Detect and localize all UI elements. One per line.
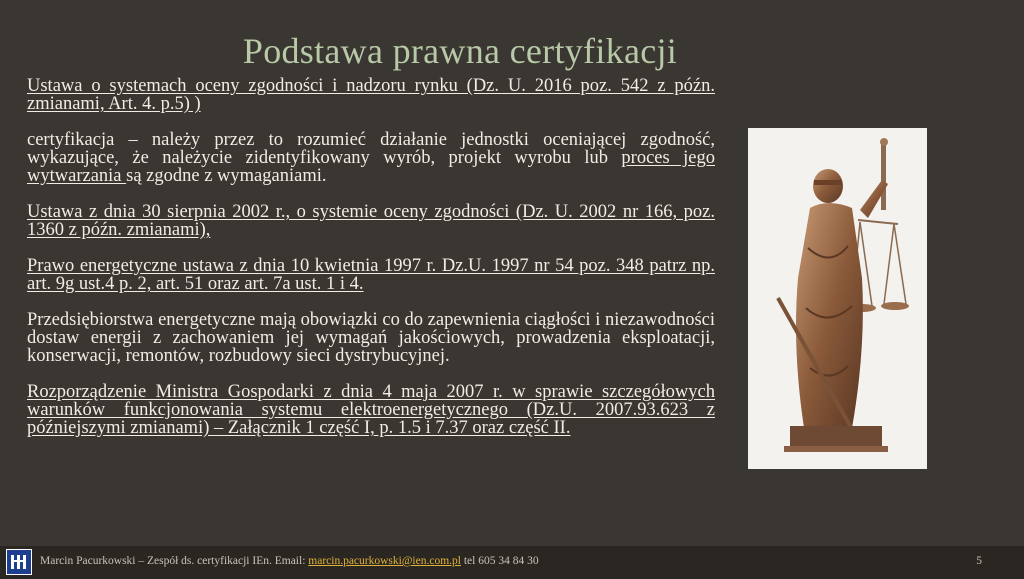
paragraph-link-text: Ustawa o systemach oceny zgodności i nadzoru rynku (Dz. U. 2016 poz. 542 z późn. zmianami, Art. 4. p.5) ) [27,76,715,114]
justitia-statue-image [748,128,927,469]
paragraph-text: Przedsiębiorstwa energetyczne mają obowiązki co do zapewnienia ciągłości i niezawodności dostaw energii z zachowaniem jej wymagań jakościowych, prowadzenia eksploatacji, konserwacji, remontów, rozbudowy sieci dystrybucyjnej. [27,310,715,366]
paragraph-definicja [27,131,715,185]
ien-logo-icon [6,549,32,575]
paragraph-link-text: Prawo energetyczne ustawa z dnia 10 kwietnia 1997 r. Dz.U. 1997 nr 54 poz. 348 patrz np. art. 9g ust.4 p. 2, art. 51 oraz art. 7a ust. 1 i 4. [27,256,715,294]
paragraph-link-text: Rozporządzenie Ministra Gospodarki z dnia 4 maja 2007 r. w sprawie szczegółowych warunków funkcjonowania systemu elektroenergetycznego (Dz.U. 2007.93.623 z późniejszymi zmianami) – Załącznik 1 część I, p. 1.5 i 7.37 oraz część II. [27,382,715,438]
paragraph-text: są zgodne z wymaganiami. [126,166,327,186]
footer-phone: tel 605 34 84 30 [460,555,539,567]
paragraph-obowiazki [27,311,715,365]
paragraph-rozporzadzenie [27,383,715,437]
slide-body [27,77,715,455]
paragraph-underlined-text: proces jego wytwarzania [27,148,715,186]
paragraph-ustawa-zgodnosci [27,77,715,113]
justitia-statue-icon [748,128,927,469]
footer-contact [40,555,539,567]
slide-title: Podstawa prawna certyfikacji [242,31,678,71]
email-link[interactable]: marcin.pacurkowski@ien.com.pl [308,555,461,567]
paragraph-text: certyfikacja – należy przez to rozumieć działanie jednostki oceniającej zgodność, wykazujące, że należycie zidentyfikowany wyrób, projekt wyrobu lub [27,130,715,168]
page-number: 5 [976,555,982,567]
ien-logo-icon [7,550,31,574]
paragraph-link-text: Ustawa z dnia 30 sierpnia 2002 r., o systemie oceny zgodności (Dz. U. 2002 nr 166, poz. 1360 z późn. zmianami), [27,202,715,240]
footer-author: Marcin Pacurkowski – Zespół ds. certyfikacji IEn. Email: [40,555,309,567]
paragraph-prawo-energetyczne [27,257,715,293]
slide-footer [0,546,1024,579]
paragraph-ustawa-2002 [27,203,715,239]
